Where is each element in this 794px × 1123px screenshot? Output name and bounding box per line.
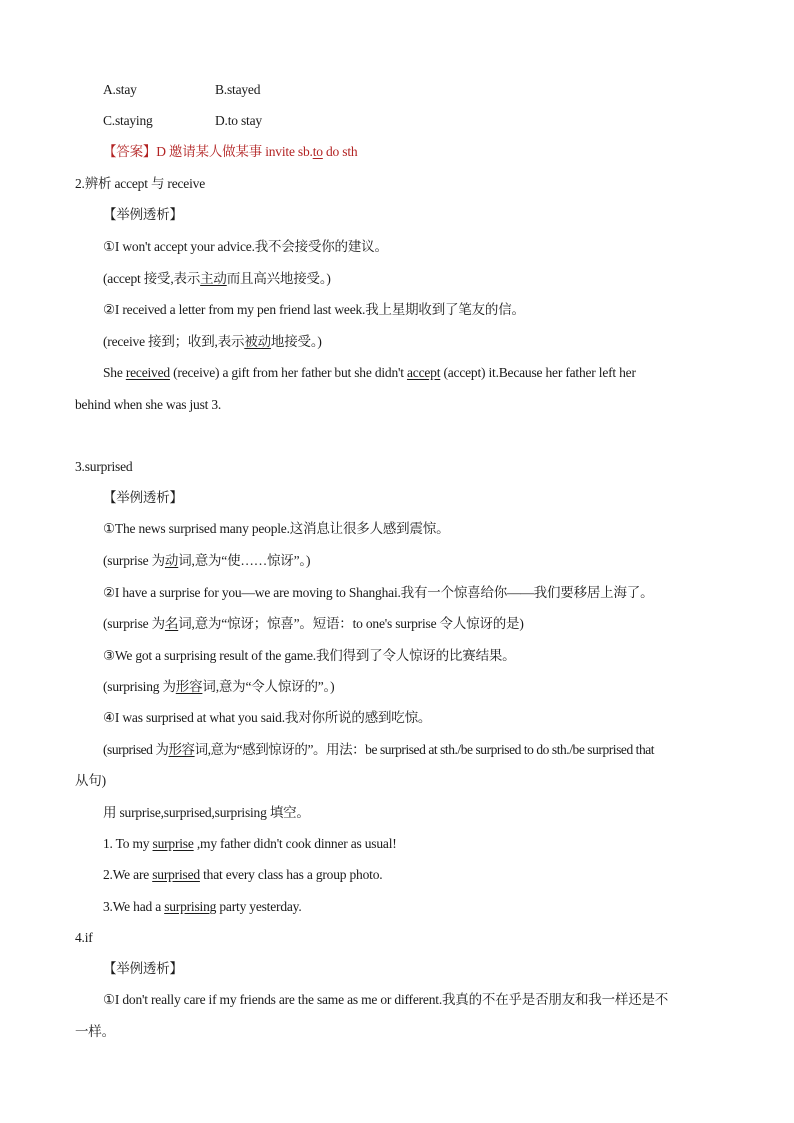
section-2-example-head: 【举例透析】: [103, 207, 183, 222]
option-c: C.staying: [103, 113, 153, 128]
note-text: (surprise 为: [103, 616, 165, 631]
question-text: that every class has a group photo.: [199, 867, 383, 882]
s2-example-1: ①I won't accept your advice.我不会接受你的建议。: [103, 239, 388, 254]
note-underline: 主动: [200, 271, 227, 286]
note-underline: 动: [164, 553, 179, 568]
s3-question-2: [103, 866, 382, 884]
exercise-answer: accept: [406, 365, 441, 380]
section-4-title: 4.if: [75, 930, 93, 945]
section-3-title: 3.surprised: [75, 459, 133, 474]
s3-example-2: ②I have a surprise for you—we are moving to Shanghai.我有一个惊喜给你——我们要移居上海了。: [103, 585, 654, 600]
option-b: B.stayed: [215, 82, 261, 97]
section-4-example-head: 【举例透析】: [103, 961, 183, 976]
question-answer: surprise: [152, 836, 194, 851]
note-text: (accept 接受,表示: [103, 271, 201, 286]
answer-prefix: 【答案】D 邀请某人做某事 invite sb.: [103, 144, 313, 159]
note-text: 词,意为“感到惊讶的”。用法：be surprised at sth./be surprised to do sth./be surprised that: [194, 742, 655, 757]
question-text: ,my father didn't cook dinner as usual!: [193, 836, 397, 851]
exercise-text: (accept) it.Because her father left her: [440, 365, 636, 380]
note-text: (receive 接到；收到,表示: [103, 334, 245, 349]
note-text: 词,意为“惊讶；惊喜”。短语：to one's surprise 令人惊讶的是): [178, 616, 524, 631]
answer-suffix: do sth: [322, 144, 358, 159]
s4-example-1: ①I don't really care if my friends are the same as me or different.我真的不在乎是否朋友和我一样还是不: [103, 992, 669, 1007]
question-answer: surprising: [164, 899, 217, 914]
s3-example-4: ④I was surprised at what you said.我对你所说的感到吃惊。: [103, 710, 432, 725]
s2-example-2: ②I received a letter from my pen friend last week.我上星期收到了笔友的信。: [103, 302, 525, 317]
note-underline: 形容: [168, 742, 195, 757]
note-text: (surprise 为: [103, 553, 165, 568]
question-text: 1. To my: [103, 836, 153, 851]
answer-underline: to: [312, 144, 323, 159]
s3-question-1: [103, 835, 397, 853]
s2-example-2-note: [103, 333, 322, 351]
s3-question-3: [103, 898, 302, 916]
note-underline: 被动: [244, 334, 271, 349]
exercise-text: (receive) a gift from her father but she didn't: [169, 365, 407, 380]
s3-example-3: ③We got a surprising result of the game.我们得到了令人惊讶的比赛结果。: [103, 648, 516, 663]
s2-example-1-note: [103, 270, 331, 288]
note-text: 词,意为“使……惊讶”。): [178, 553, 311, 568]
exercise-text: She: [103, 365, 126, 380]
option-a: A.stay: [103, 82, 137, 97]
question-answer: surprised: [152, 867, 200, 882]
section-2-title: 2.辨析 accept 与 receive: [75, 176, 205, 191]
option-row-cd: [103, 112, 262, 130]
question-text: 3.We had a: [103, 899, 165, 914]
note-text: (surprised 为: [103, 742, 169, 757]
note-underline: 形容: [175, 679, 203, 694]
note-text: 地接受。): [270, 334, 322, 349]
note-underline: 名: [164, 616, 179, 631]
option-row-ab: [103, 81, 261, 99]
question-text: party yesterday.: [216, 899, 302, 914]
s3-example-4-note-line-2: 从句): [75, 773, 106, 788]
s2-exercise-line-1: [103, 364, 636, 382]
s3-fill-head: 用 surprise,surprised,surprising 填空。: [103, 805, 310, 820]
question-text: 2.We are: [103, 867, 153, 882]
section-3-example-head: 【举例透析】: [103, 490, 183, 505]
s3-example-1: ①The news surprised many people.这消息让很多人感到震惊。: [103, 521, 450, 536]
option-d: D.to stay: [215, 113, 262, 128]
s4-example-1-line-2: 一样。: [75, 1024, 115, 1039]
answer-line: [103, 143, 357, 161]
note-text: (surprising 为: [103, 679, 176, 694]
s3-example-4-note: [103, 741, 654, 759]
s3-example-2-note: [103, 615, 524, 633]
note-text: 而且高兴地接受。): [226, 271, 331, 286]
s3-example-3-note: [103, 678, 334, 696]
s2-exercise-line-2: behind when she was just 3.: [75, 397, 222, 412]
exercise-answer: received: [125, 365, 170, 380]
s3-example-1-note: [103, 552, 310, 570]
note-text: 词,意为“令人惊讶的”。): [202, 679, 335, 694]
